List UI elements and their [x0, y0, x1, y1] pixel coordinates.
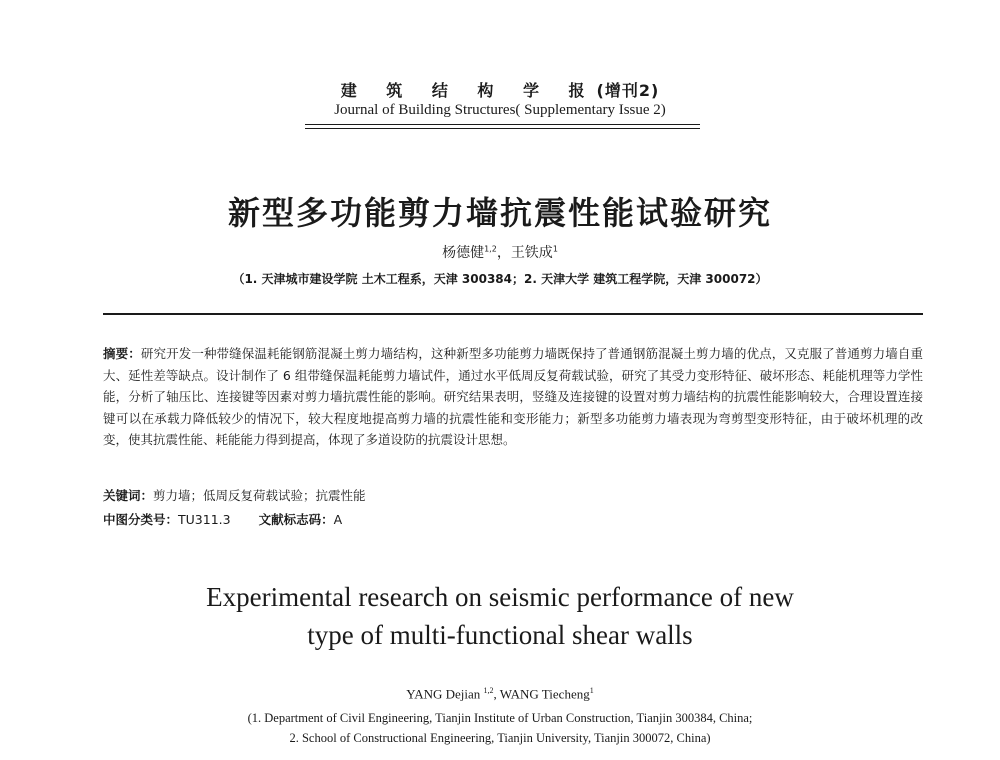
- affiliation-en-line: (1. Department of Civil Engineering, Tianjin Institute of Urban Construction, Tianjin 300384, China;: [247, 711, 753, 725]
- author-affiliation-mark: 1,2: [484, 244, 497, 254]
- paper-title-cn: 新型多功能剪力墙抗震性能试验研究: [227, 194, 772, 232]
- affiliation-cn: （1. 天津城市建设学院 土木工程系，天津 300384；2. 天津大学 建筑工程学院，天津 300072）: [232, 272, 768, 286]
- author-name: 杨德健: [442, 245, 485, 261]
- abstract-text: 研究开发一种带缝保温耗能钢筋混凝土剪力墙结构，这种新型多功能剪力墙既保持了普通钢筋混凝土剪力墙的优点，又克服了普通剪力墙自重大、延性差等缺点。设计制作了 6 组带缝保温耗能剪力墙试件，通过水平低周反复荷载试验，研究了其受力变形特征、破坏形态、耗能机理等力学性能，分析了轴压比、连接键等因素对剪力墙抗震性能的影响。研究结果表明，竖缝及连接键的设置对剪力墙结构的抗震性能影响较大，合理设置连接键可以在承载力降低较少的情况下，较大程度地提高剪力墙的抗震性能和变形能力；新型多功能剪力墙表现为弯剪型变形特征，由于破坏机理的改变，使其抗震性能、耗能能力得到提高，体现了多道设防的抗震设计思想。: [103, 346, 923, 447]
- keywords-text: 剪力墙；低周反复荷载试验；抗震性能: [153, 488, 366, 503]
- abstract-label: 摘要：: [103, 346, 141, 361]
- paper-title-en-line: type of multi-functional shear walls: [307, 620, 693, 650]
- journal-name-en: Journal of Building Structures( Supplementary Issue 2): [334, 102, 666, 118]
- journal-name-cn: [0, 78, 1000, 101]
- classification-line: [103, 510, 923, 528]
- author-affiliation-mark: 1: [552, 244, 558, 254]
- authors-en: [0, 686, 1000, 702]
- doc-code-label: 文献标志码：: [258, 512, 334, 527]
- author-separator: ,: [493, 686, 497, 702]
- journal-issue-cn: (增刊2): [596, 81, 660, 100]
- author-name: YANG Dejian: [406, 686, 481, 702]
- author-name: WANG Tiecheng: [499, 686, 590, 702]
- keywords-cn: [103, 486, 923, 504]
- author-name: 王铁成: [510, 245, 553, 261]
- affiliation-en-line: 2. School of Constructional Engineering, Tianjin University, Tianjin 300072, China): [289, 731, 711, 745]
- author-affiliation-mark: 1: [589, 686, 594, 695]
- abstract-cn: [103, 343, 923, 451]
- keywords-label: 关键词：: [103, 488, 154, 503]
- clc-value: TU311.3: [178, 512, 231, 527]
- clc-label: 中图分类号：: [103, 512, 179, 527]
- paper-title-en: [0, 578, 1000, 654]
- doc-code-value: A: [333, 512, 343, 527]
- section-divider: [103, 313, 923, 315]
- affiliation-en: [0, 708, 1000, 748]
- author-affiliation-mark: 1,2: [483, 686, 494, 695]
- header-divider: [305, 124, 700, 129]
- journal-title-cn: 建 筑 结 构 学 报: [340, 81, 597, 100]
- author-separator: ，: [496, 245, 511, 261]
- paper-title-en-line: Experimental research on seismic performance of new: [206, 582, 794, 612]
- authors-cn: [0, 242, 1000, 262]
